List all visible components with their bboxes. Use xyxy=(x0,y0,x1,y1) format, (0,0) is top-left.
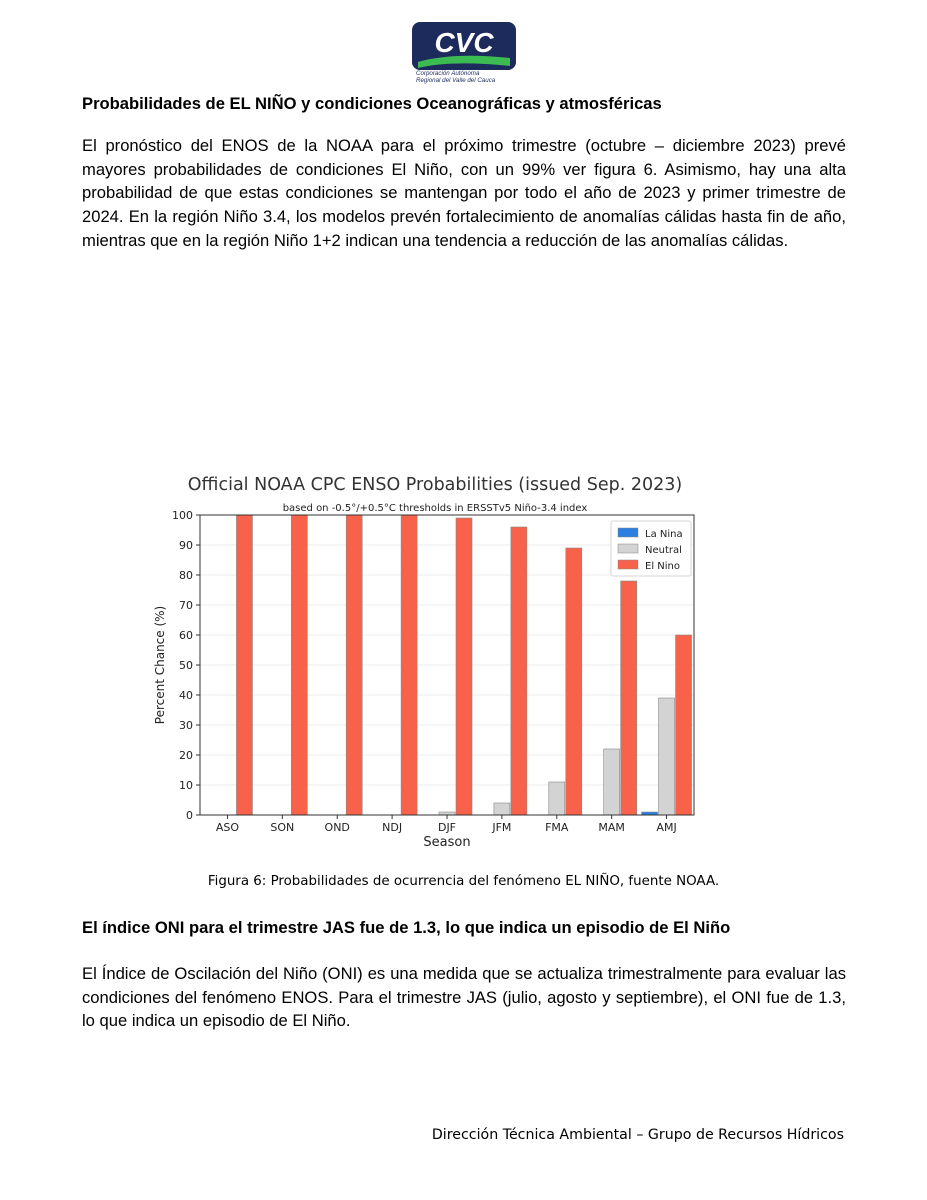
logo-line-1: Corporación Autónoma xyxy=(416,70,480,77)
x-axis-label: Season xyxy=(423,835,471,850)
bar-neutral-fma xyxy=(549,782,565,815)
bar-neutral-jfm xyxy=(494,803,510,815)
x-tick-label: AMJ xyxy=(656,821,677,834)
bar-el-nino-djf xyxy=(456,518,472,815)
x-tick-label: JFM xyxy=(492,821,512,834)
bar-neutral-amj xyxy=(659,698,675,815)
x-tick-label: OND xyxy=(324,821,350,834)
y-tick-label: 90 xyxy=(179,539,193,552)
legend-swatch-la-nina xyxy=(618,528,638,537)
chart-svg xyxy=(150,468,710,858)
x-tick-label: FMA xyxy=(545,821,569,834)
legend-label-neutral: Neutral xyxy=(645,545,682,556)
bar-neutral-mam xyxy=(604,749,620,815)
logo-line-2: Regional del Valle del Cauca xyxy=(416,77,496,84)
bar-el-nino-ndj xyxy=(401,515,417,815)
y-tick-label: 30 xyxy=(179,719,193,732)
bar-el-nino-aso xyxy=(236,515,252,815)
y-axis-label: Percent Chance (%) xyxy=(153,605,167,725)
legend-label-la-nina: La Nina xyxy=(645,529,683,540)
bar-el-nino-amj xyxy=(676,635,692,815)
y-tick-label: 70 xyxy=(179,599,193,612)
y-tick-label: 10 xyxy=(179,779,193,792)
section-2-heading: El índice ONI para el trimestre JAS fue de 1.3, lo que indica un episodio de El Niño xyxy=(82,918,731,937)
chart-subtitle: based on -0.5°/+0.5°C thresholds in ERSSTv5 Niño-3.4 index xyxy=(282,503,588,514)
x-tick-label: NDJ xyxy=(382,821,403,834)
bar-el-nino-fma xyxy=(566,548,582,815)
figure-caption: Figura 6: Probabilidades de ocurrencia del fenómeno EL NIÑO, fuente NOAA. xyxy=(207,874,720,889)
y-tick-label: 0 xyxy=(186,809,193,822)
cvc-logo xyxy=(412,22,518,96)
y-tick-label: 20 xyxy=(179,749,193,762)
section-2-paragraph: El Índice de Oscilación del Niño (ONI) es una medida que se actualiza trimestralmente para evaluar las condiciones del fenómeno ENOS. Para el trimestre JAS (julio, agosto y septiembre), el ONI fue de 1.3, lo que indica un episodio de El Niño. xyxy=(82,964,846,1031)
y-tick-label: 40 xyxy=(179,689,193,702)
page-footer: Dirección Técnica Ambiental – Grupo de Recursos Hídricos xyxy=(431,1127,844,1143)
x-tick-label: ASO xyxy=(215,821,240,834)
section-1-paragraph: El pronóstico del ENOS de la NOAA para el próximo trimestre (octubre – diciembre 2023) prevé mayores probabilidades de condiciones El Niño, con un 99% ver figura 6. Asimismo, hay una alta probabilidad de que estas condiciones se mantengan por todo el año de 2023 y primer trimestre de 2024. En la región Niño 3.4, los modelos prevén fortalecimiento de anomalías cálidas hasta fin de año, mientras que en la región Niño 1+2 indican una tendencia a reducción de las anomalías cálidas. xyxy=(82,136,846,250)
bar-el-nino-mam xyxy=(621,581,637,815)
y-tick-label: 100 xyxy=(172,509,193,522)
chart-title: Official NOAA CPC ENSO Probabilities (issued Sep. 2023) xyxy=(187,475,683,495)
bar-el-nino-jfm xyxy=(511,527,527,815)
legend-swatch-neutral xyxy=(618,544,638,553)
bar-el-nino-ond xyxy=(346,515,362,815)
legend xyxy=(611,521,691,576)
logo-letters: CVC xyxy=(434,27,494,58)
x-tick-label: MAM xyxy=(598,821,625,834)
legend-label-el-nino: El Nino xyxy=(645,561,680,572)
bar-el-nino-son xyxy=(291,515,307,815)
y-tick-label: 50 xyxy=(179,659,193,672)
enso-probability-chart xyxy=(150,468,710,858)
legend-swatch-el-nino xyxy=(618,560,638,569)
x-tick-label: SON xyxy=(270,821,295,834)
y-tick-label: 60 xyxy=(179,629,193,642)
cvc-logo-mark xyxy=(412,22,516,70)
logo-caption xyxy=(412,70,518,84)
y-tick-label: 80 xyxy=(179,569,193,582)
section-1-heading: Probabilidades de EL NIÑO y condiciones Oceanográficas y atmosféricas xyxy=(82,94,662,113)
x-tick-label: DJF xyxy=(437,821,457,834)
